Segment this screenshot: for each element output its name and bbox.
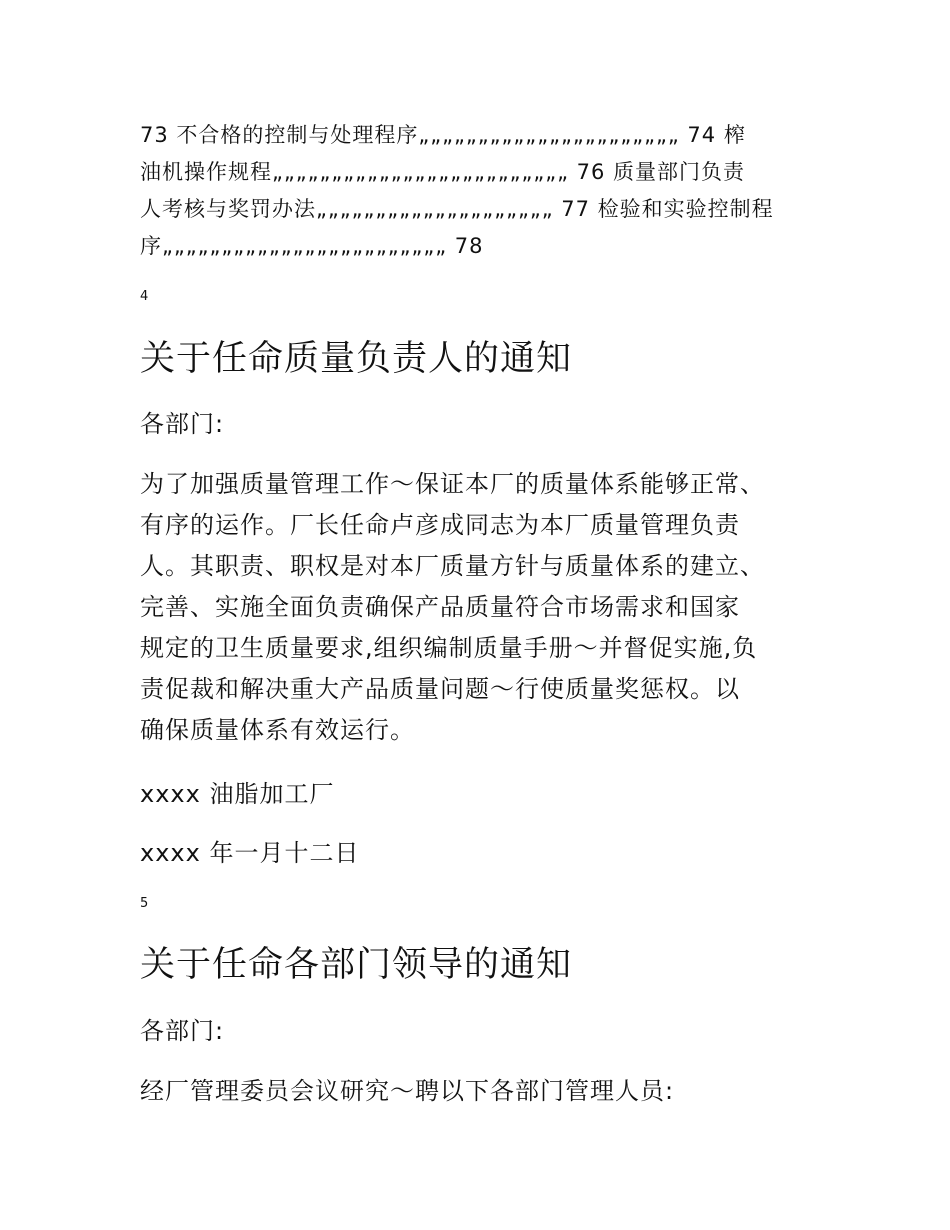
notice-body (140, 464, 820, 751)
toc-line: 人考核与奖罚办法„„„„„„„„„„„„„„„„„„„„ 77 检验和实验控制程 (140, 197, 774, 221)
page-number: 5 (140, 896, 149, 911)
notice-body: 经厂管理委员会议研究～聘以下各部门管理人员: (140, 1077, 675, 1105)
salutation: 各部门: (140, 410, 225, 438)
table-of-contents (140, 117, 820, 265)
body-line: 完善、实施全面负责确保产品质量符合市场需求和国家 (140, 593, 740, 621)
body-line: 为了加强质量管理工作～保证本厂的质量体系能够正常、 (140, 470, 765, 498)
page-number: 4 (140, 289, 149, 304)
toc-line: 序„„„„„„„„„„„„„„„„„„„„„„„„ 78 (140, 234, 484, 258)
toc-line: 73 不合格的控制与处理程序„„„„„„„„„„„„„„„„„„„„„„ 74 榨 (140, 123, 746, 147)
notice-title: 关于任命质量负责人的通知 (140, 339, 573, 379)
signature: xxxx 油脂加工厂 (140, 780, 335, 808)
notice-title: 关于任命各部门领导的通知 (140, 945, 573, 985)
salutation: 各部门: (140, 1017, 225, 1045)
body-line: 人。其职责、职权是对本厂质量方针与质量体系的建立、 (140, 552, 765, 580)
body-line: 有序的运作。厂长任命卢彦成同志为本厂质量管理负责 (140, 511, 740, 539)
body-line: 责促裁和解决重大产品质量问题～行使质量奖惩权。以 (140, 675, 740, 703)
date: xxxx 年一月十二日 (140, 839, 360, 867)
toc-line: 油机操作规程„„„„„„„„„„„„„„„„„„„„„„„„„ 76 质量部门负责 (140, 160, 746, 184)
body-line: 确保质量体系有效运行。 (140, 716, 415, 744)
body-line: 规定的卫生质量要求,组织编制质量手册～并督促实施,负 (140, 634, 758, 662)
